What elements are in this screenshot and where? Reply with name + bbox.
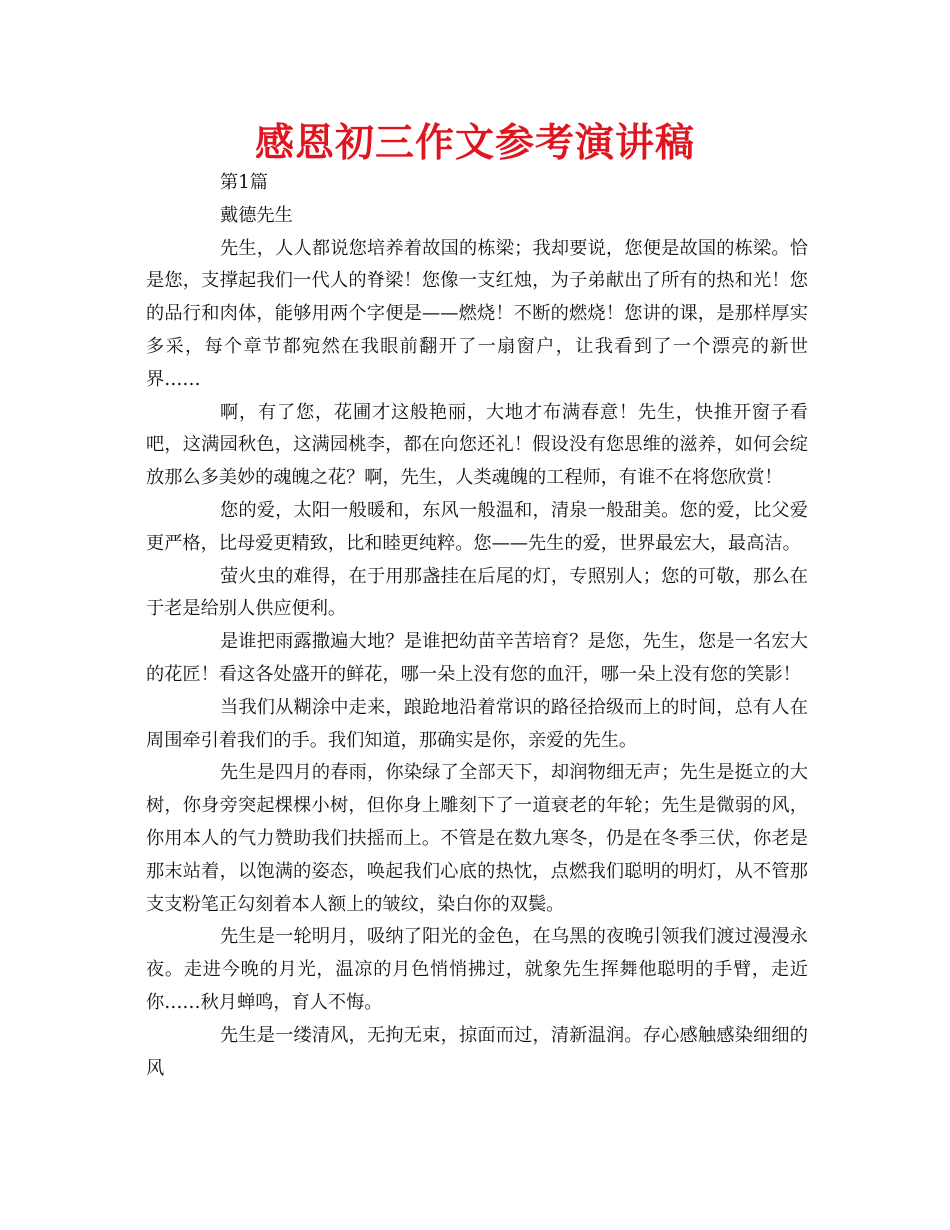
paragraph-5: 是谁把雨露撒遍大地？是谁把幼苗辛苦培育？是您，先生，您是一名宏大的花匠！看这各处盛开的鲜花，哪一朵上没有您的血汗，哪一朵上没有您的笑影！ — [146, 631, 808, 685]
document-body — [146, 167, 808, 1085]
section-label: 第1篇 — [220, 172, 268, 193]
document-title: 感恩初三作文参考演讲稿 — [254, 121, 695, 166]
paragraph-3: 您的爱，太阳一般暖和，东风一般温和，清泉一般甜美。您的爱，比父爱更严格，比母爱更精致，比和睦更纯粹。您——先生的爱，世界最宏大，最高洁。 — [146, 499, 808, 554]
paragraph-4: 萤火虫的难得，在于用那盏挂在后尾的灯，专照别人；您的可敬，那么在于老是给别人供应便利。 — [146, 565, 808, 620]
paragraph-6: 当我们从糊涂中走来，踉跄地沿着常识的路径拾级而上的时间，总有人在周围牵引着我们的手。我们知道，那确实是你，亲爱的先生。 — [146, 696, 808, 751]
paragraph-1: 先生，人人都说您培养着故国的栋梁；我却要说，您便是故国的栋梁。恰是您，支撑起我们一代人的脊梁！您像一支红烛，为子弟献出了所有的热和光！您的品行和肉体，能够用两个字便是——燃烧！不断的燃烧！您讲的课，是那样厚实多采，每个章节都宛然在我眼前翻开了一扇窗户，让我看到了一个漂亮的新世界…… — [146, 237, 808, 390]
addressee-line: 戴德先生 — [220, 204, 293, 226]
paragraph-7: 先生是四月的春雨，你染绿了全部天下，却润物细无声；先生是挺立的大树，你身旁突起棵棵小树，但你身上雕刻下了一道衰老的年轮；先生是微弱的风，你用本人的气力赞助我们扶摇而上。不管是在数九寒冬，仍是在冬季三伏，你老是那末站着，以饱满的姿态，唤起我们心底的热忱，点燃我们聪明的明灯，从不管那支支粉笔正勾刻着本人额上的皱纹，染白你的双鬓。 — [146, 762, 808, 915]
paragraph-9: 先生是一缕清风，无拘无束，掠面而过，清新温润。存心感触感染细细的风 — [146, 1024, 808, 1079]
paragraph-8: 先生是一轮明月，吸纳了阳光的金色，在乌黑的夜晚引领我们渡过漫漫永夜。走进今晚的月光，温凉的月色悄悄拂过，就象先生挥舞他聪明的手臂，走近你……秋月蝉鸣，育人不悔。 — [146, 926, 808, 1013]
paragraph-2: 啊，有了您，花圃才这般艳丽，大地才布满春意！先生，快推开窗子看吧，这满园秋色，这满园桃李，都在向您还礼！假设没有您思维的滋养，如何会绽放那么多美妙的魂魄之花？啊，先生，人类魂魄的工程师，有谁不在将您欣赏！ — [146, 401, 808, 489]
